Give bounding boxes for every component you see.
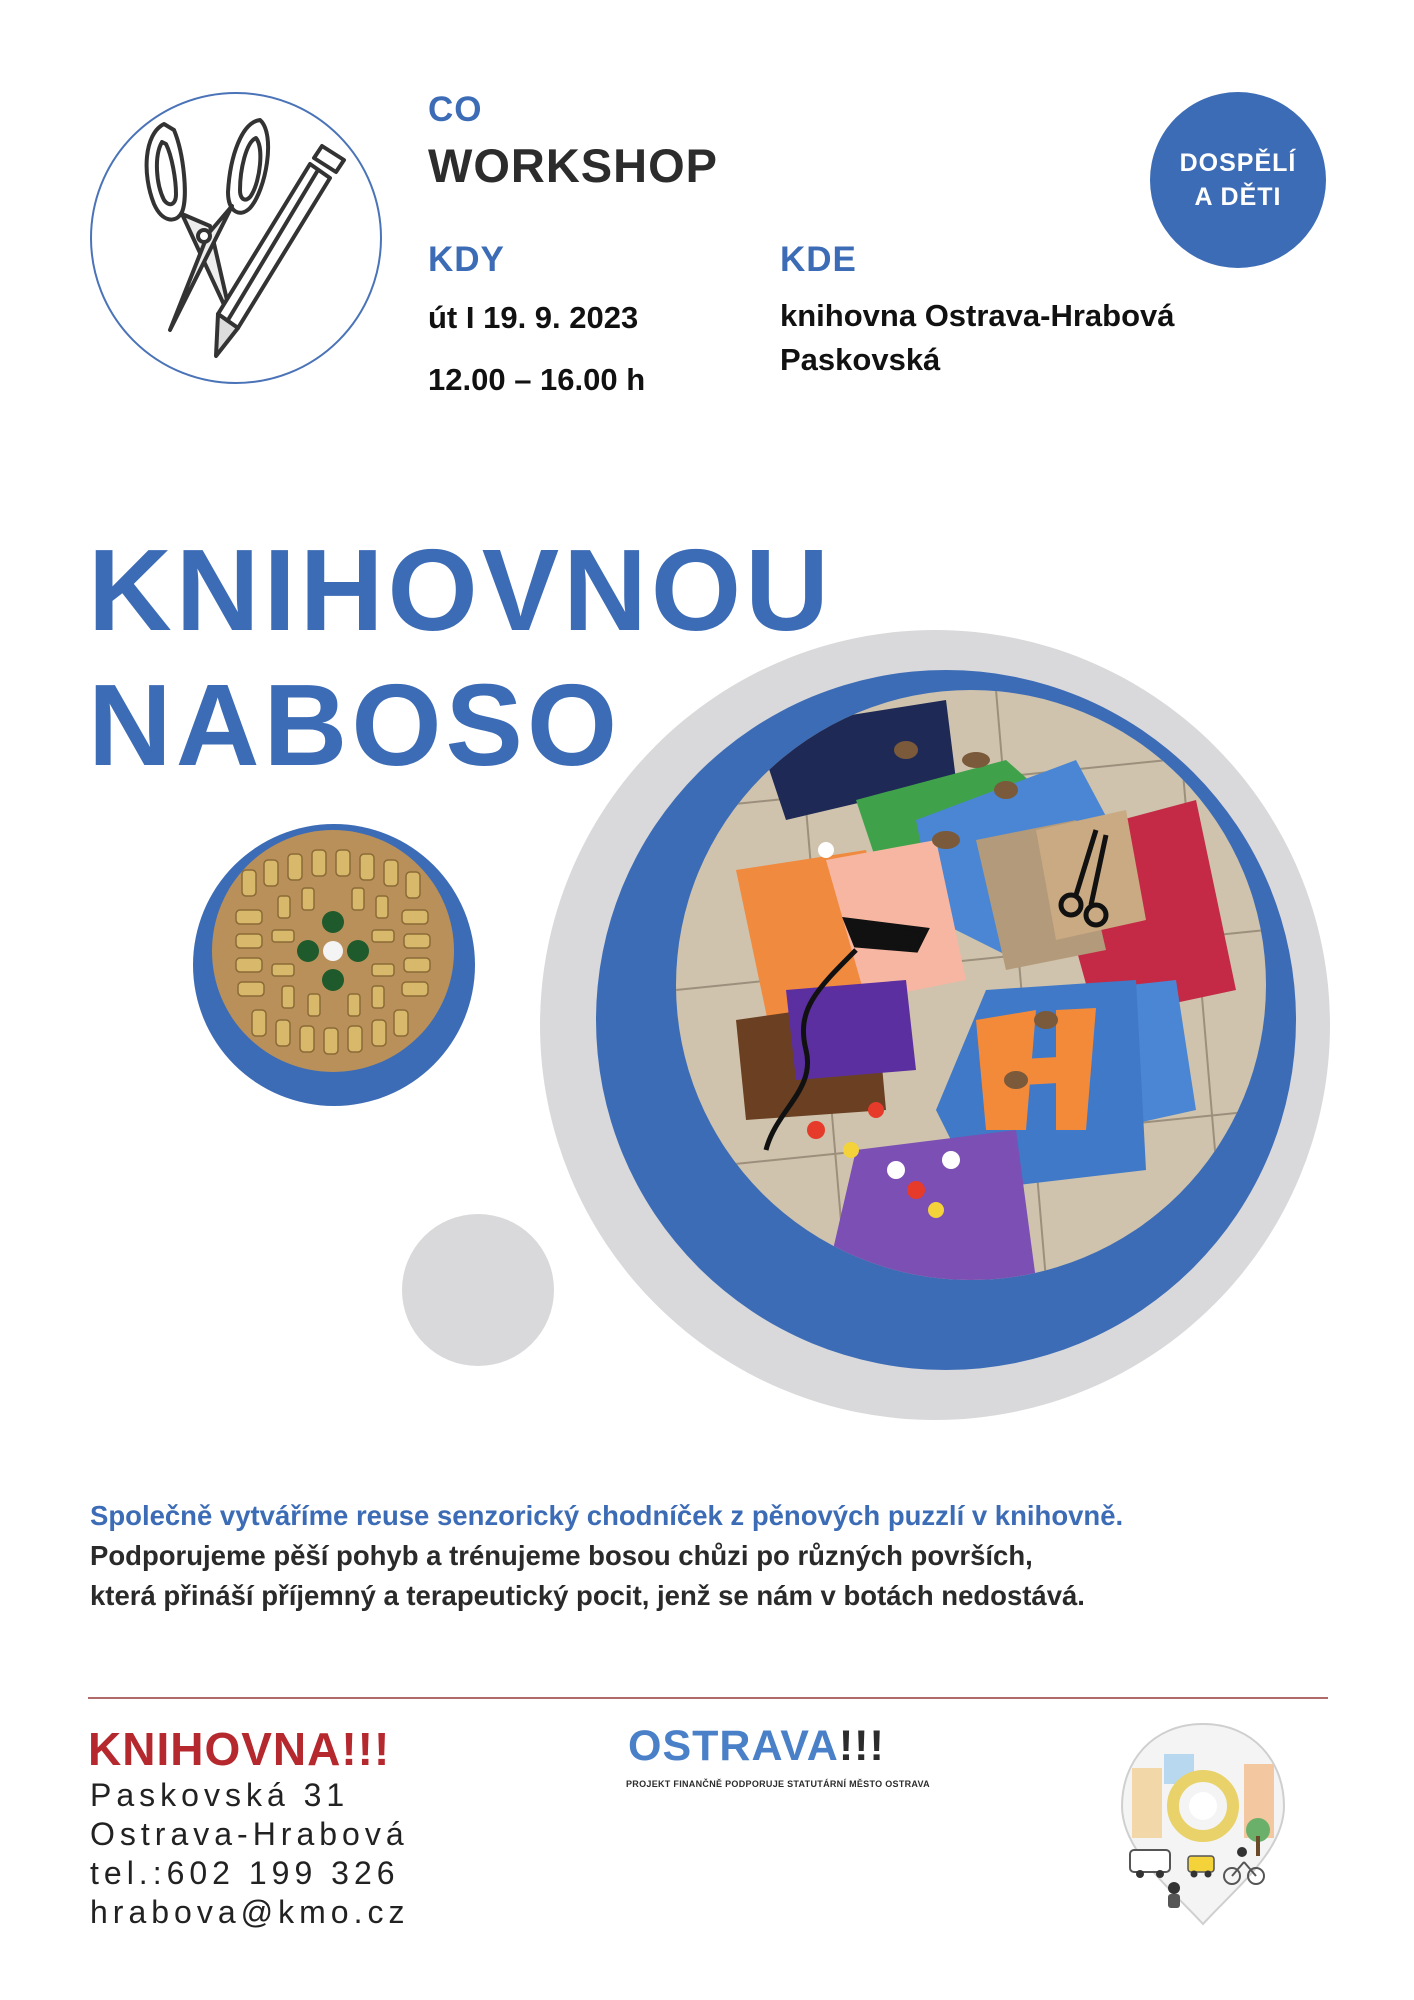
description (90, 1496, 1370, 1616)
badge-line2: A DĚTI (1194, 183, 1282, 211)
badge-line1: DOSPĚLÍ (1179, 149, 1297, 177)
when-label: KDY (428, 240, 505, 279)
description-line3: která přináší příjemný a terapeutický pocit, jenž se nám v botách nedostává. (90, 1580, 1085, 1611)
title-line1: KNIHOVNOU (88, 525, 833, 655)
where-label: KDE (780, 240, 857, 279)
ostrava-logo-text: OSTRAVA (628, 1722, 839, 1770)
where-line1: knihovna Ostrava-Hrabová (780, 298, 1175, 333)
ostrava-logo (628, 1722, 885, 1771)
address-city: Ostrava-Hrabová (90, 1816, 409, 1852)
footer-divider (88, 1697, 1328, 1699)
audience-badge (1150, 92, 1326, 268)
when-date: út I 19. 9. 2023 (428, 300, 639, 335)
what-value: WORKSHOP (428, 139, 718, 192)
library-logo: KNIHOVNA!!! (88, 1723, 391, 1775)
when-time: 12.00 – 16.00 h (428, 362, 646, 397)
gray-circle-small (402, 1214, 554, 1366)
ostrava-support-text: PROJEKT FINANČNĚ PODPORUJE STATUTÁRNÍ MĚSTO OSTRAVA (626, 1779, 930, 1789)
cork-photo (212, 830, 454, 1072)
map-pin-illustration (1108, 1718, 1298, 1928)
phone: tel.:602 199 326 (90, 1855, 400, 1891)
workshop-photo (676, 690, 1266, 1280)
email: hrabova@kmo.cz (90, 1894, 410, 1930)
scissors-pencil-illustration (90, 92, 382, 384)
description-line2: Podporujeme pěší pohyb a trénujeme bosou chůzi po různých površích, (90, 1540, 1033, 1571)
library-contact (90, 1776, 409, 1932)
what-label: CO (428, 90, 483, 129)
address-street: Paskovská 31 (90, 1777, 350, 1813)
scissors-icon (92, 94, 380, 382)
description-line1: Společně vytváříme reuse senzorický chodníček z pěnových puzzlí v knihovně. (90, 1500, 1124, 1531)
where-line2: Paskovská (780, 342, 941, 377)
ostrava-logo-exclaim: !!! (838, 1722, 885, 1770)
title-line2: NABOSO (88, 660, 622, 790)
